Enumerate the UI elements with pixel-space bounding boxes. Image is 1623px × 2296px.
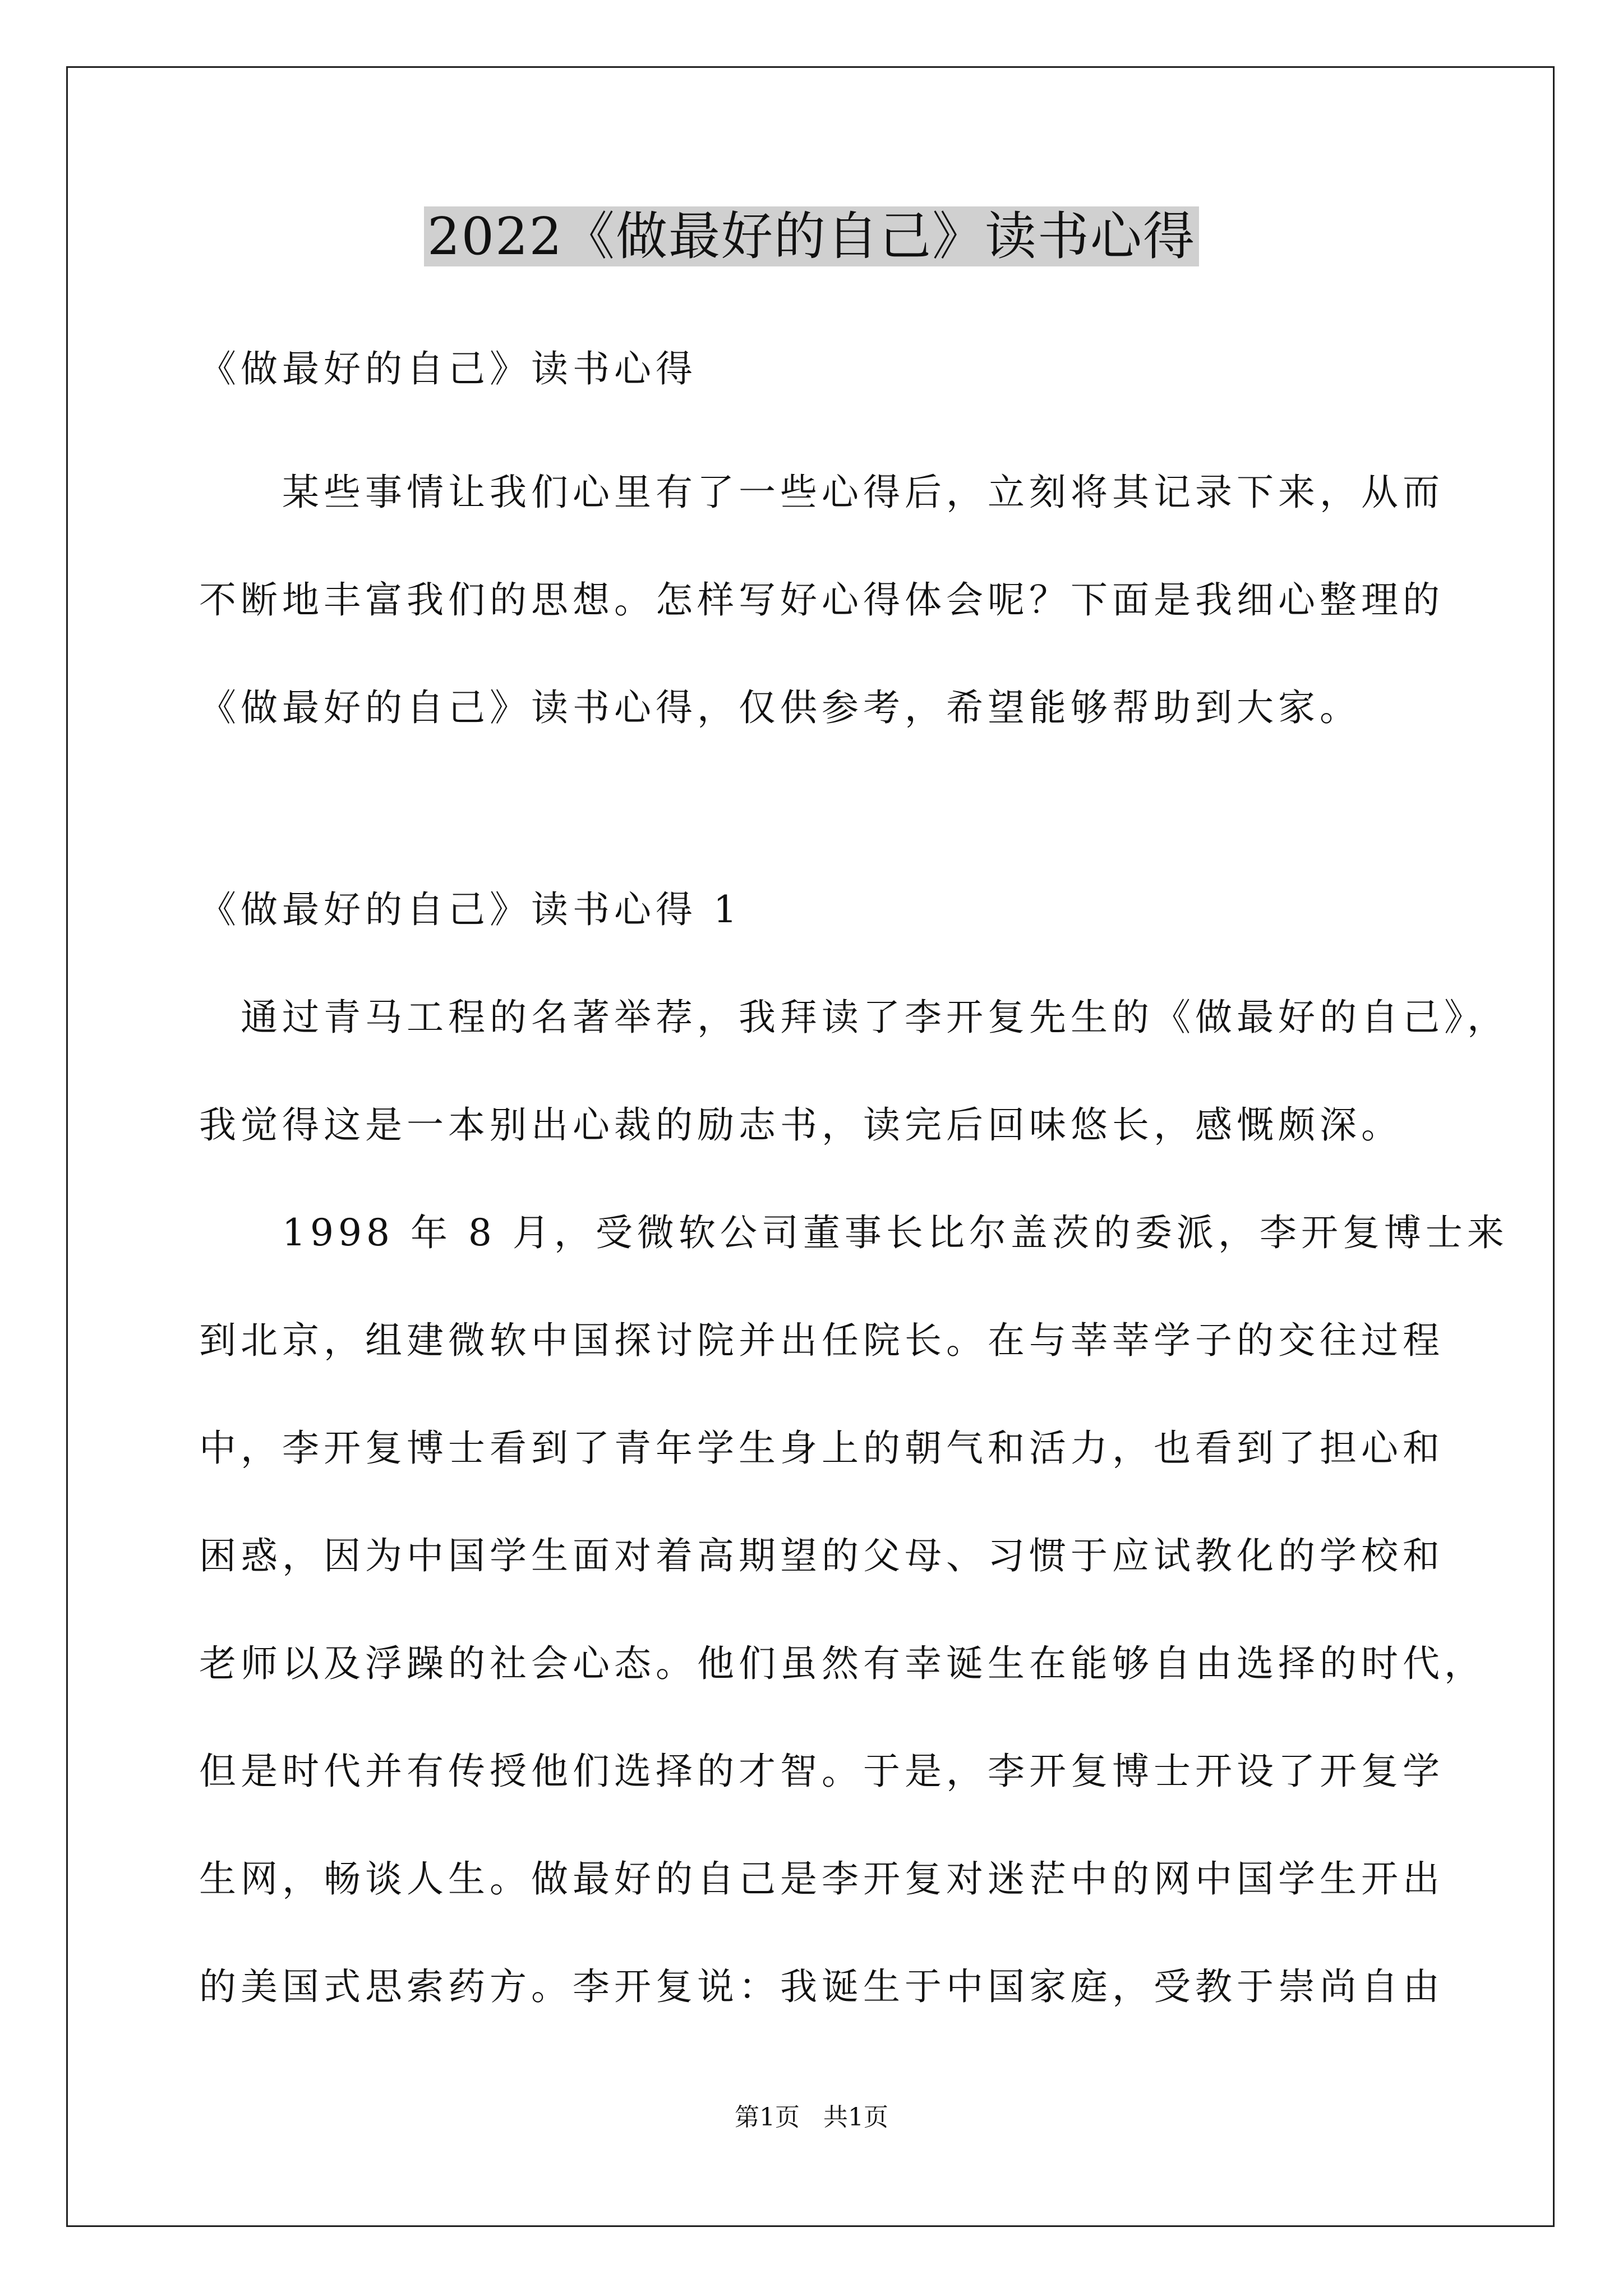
body-line: 中，李开复博士看到了青年学生身上的朝气和活力，也看到了担心和 (199, 1427, 1444, 1470)
body-line: 到北京，组建微软中国探讨院并出任院长。在与莘莘学子的交往过程 (199, 1319, 1444, 1362)
intro-line: 不断地丰富我们的思想。怎样写好心得体会呢？下面是我细心整理的 (199, 578, 1444, 622)
body-line: 1998 年 8 月，受微软公司董事长比尔盖茨的委派，李开复博士来 (199, 1211, 1509, 1254)
intro-line: 《做最好的自己》读书心得，仅供参考，希望能够帮助到大家。 (199, 686, 1361, 729)
body-line: 的美国式思索药方。李开复说：我诞生于中国家庭，受教于崇尚自由 (199, 1965, 1444, 2008)
body-line: 但是时代并有传授他们选择的才智。于是，李开复博士开设了开复学 (199, 1750, 1444, 1793)
body-line: 通过青马工程的名著举荐，我拜读了李开复先生的《做最好的自己》， (199, 996, 1509, 1039)
body-line: 困惑，因为中国学生面对着高期望的父母、习惯于应试教化的学校和 (199, 1534, 1444, 1577)
body-line: 老师以及浮躁的社会心态。他们虽然有幸诞生在能够自由选择的时代， (199, 1642, 1486, 1685)
intro-line: 某些事情让我们心里有了一些心得后，立刻将其记录下来，从而 (199, 471, 1444, 514)
document-body (199, 342, 1509, 2014)
page-footer: 第1页 共1页 (735, 2103, 888, 2132)
section-heading: 《做最好的自己》读书心得 1 (199, 888, 741, 931)
body-line: 生网，畅谈人生。做最好的自己是李开复对迷茫中的网中国学生开出 (199, 1857, 1444, 1901)
body-line: 我觉得这是一本别出心裁的励志书，读完后回味悠长，感慨颇深。 (199, 1103, 1403, 1147)
document-title (0, 197, 1623, 276)
document-title-text: 2022《做最好的自己》读书心得 (424, 206, 1199, 266)
section-heading: 《做最好的自己》读书心得 (199, 347, 697, 390)
